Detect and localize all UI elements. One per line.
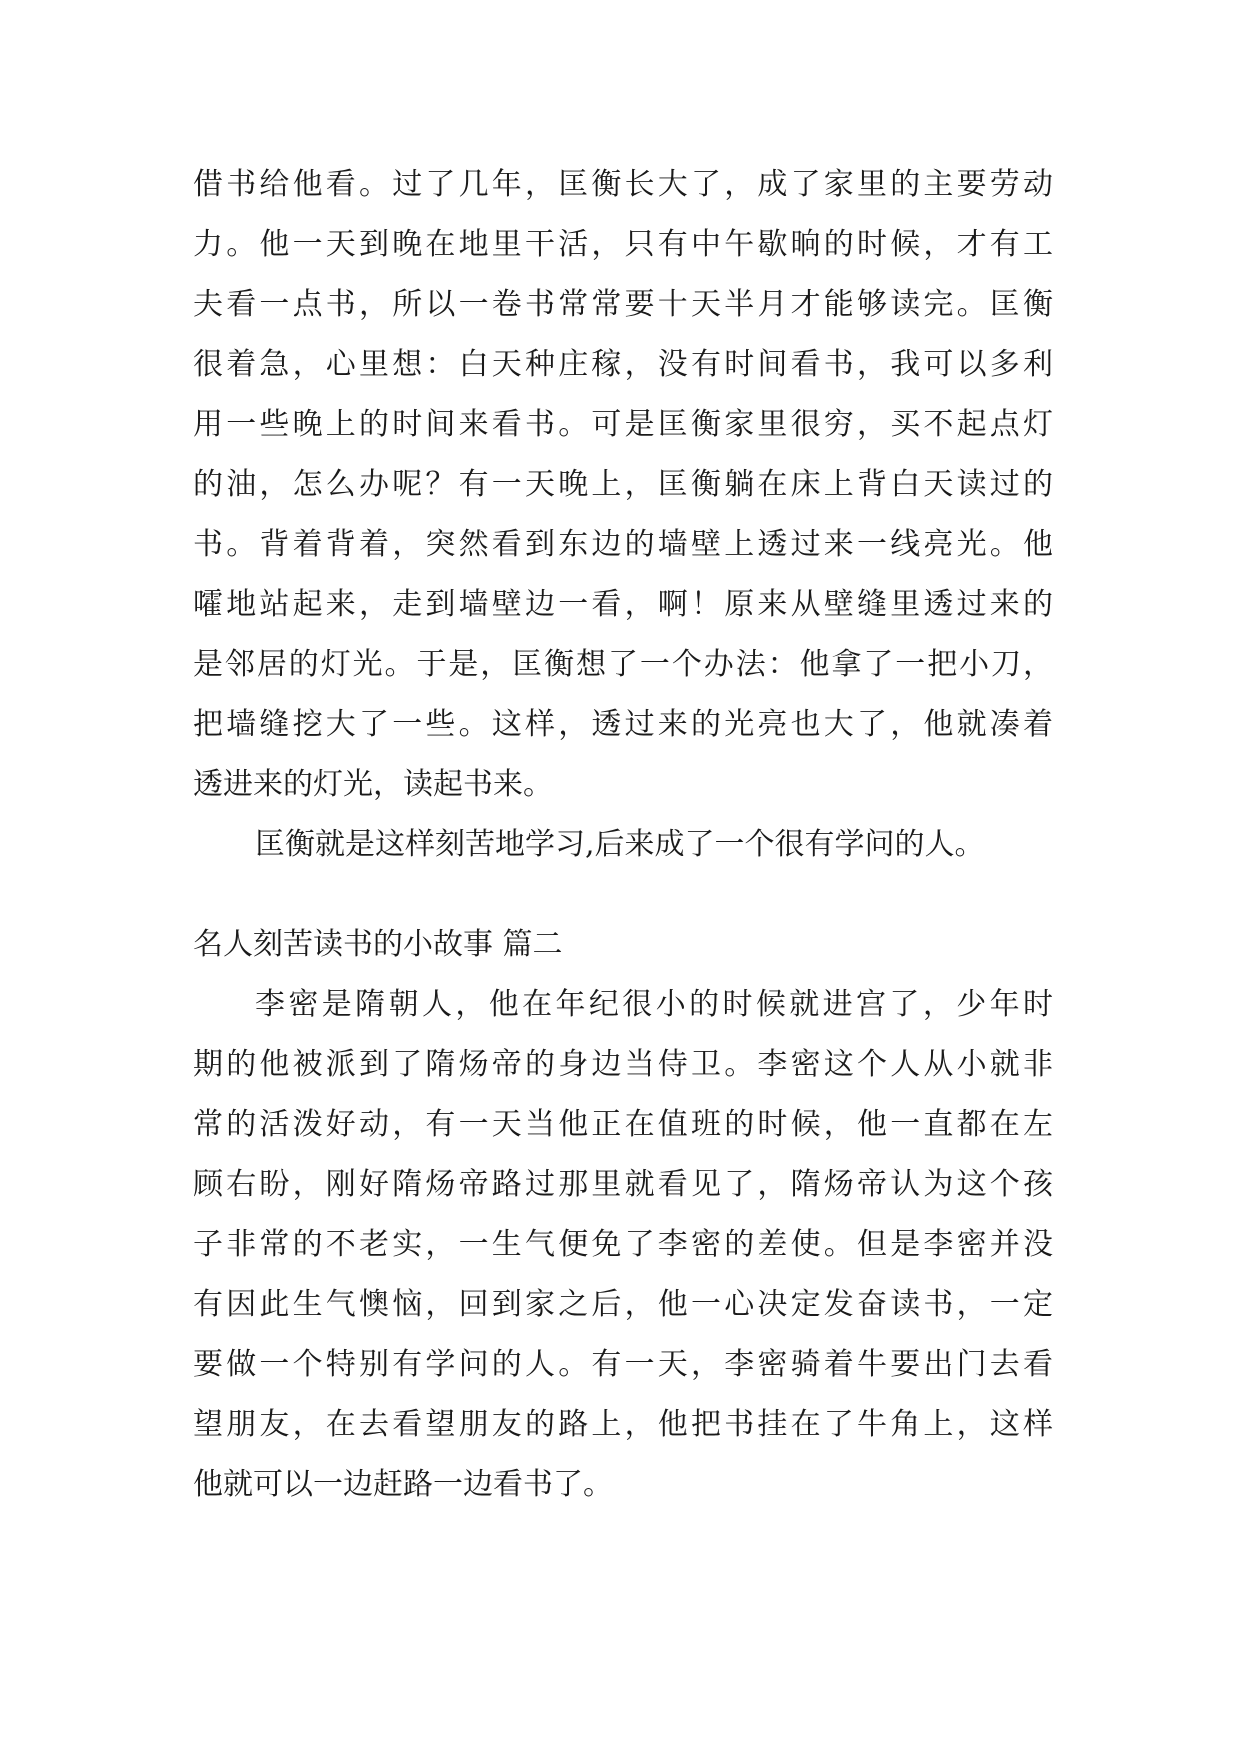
text-line: 夫看一点书，所以一卷书常常要十天半月才能够读完。匡衡 — [193, 287, 1053, 322]
text-line: 把墙缝挖大了一些。这样，透过来的光亮也大了，他就凑着 — [193, 707, 1053, 742]
text-line: 嚯地站起来，走到墙壁边一看，啊！原来从壁缝里透过来的 — [193, 587, 1053, 622]
text-line: 期的他被派到了隋炀帝的身边当侍卫。李密这个人从小就非 — [193, 1047, 1053, 1082]
text-line: 子非常的不老实，一生气便免了李密的差使。但是李密并没 — [193, 1227, 1053, 1262]
text-line: 常的活泼好动，有一天当他正在值班的时候，他一直都在左 — [193, 1107, 1053, 1142]
text-line: 很着急，心里想：白天种庄稼，没有时间看书，我可以多利 — [193, 347, 1053, 382]
text-line: 望朋友，在去看望朋友的路上，他把书挂在了牛角上，这样 — [193, 1407, 1053, 1442]
text-line: 是邻居的灯光。于是，匡衡想了一个办法：他拿了一把小刀， — [193, 647, 1053, 682]
text-line: 的油，怎么办呢？有一天晚上，匡衡躺在床上背白天读过的 — [193, 467, 1053, 502]
text-line: 他就可以一边赶路一边看书了。 — [193, 1467, 613, 1502]
text-line: 要做一个特别有学问的人。有一天，李密骑着牛要出门去看 — [193, 1347, 1053, 1382]
text-line: 顾右盼，刚好隋炀帝路过那里就看见了，隋炀帝认为这个孩 — [193, 1167, 1053, 1202]
text-line: 有因此生气懊恼，回到家之后，他一心决定发奋读书，一定 — [193, 1287, 1053, 1322]
section-heading: 名人刻苦读书的小故事 篇二 — [193, 927, 563, 962]
text-line: 力。他一天到晚在地里干活，只有中午歇晌的时候，才有工 — [193, 227, 1053, 262]
text-line: 透进来的灯光，读起书来。 — [193, 767, 553, 802]
story-1-paragraph-2: 匡衡就是这样刻苦地学习,后来成了一个很有学问的人。 — [255, 827, 985, 862]
text-line: 李密是隋朝人，他在年纪很小的时候就进宫了，少年时 — [255, 987, 1053, 1022]
text-line: 书。背着背着，突然看到东边的墙壁上透过来一线亮光。他 — [193, 527, 1053, 562]
text-line: 借书给他看。过了几年，匡衡长大了，成了家里的主要劳动 — [193, 167, 1053, 202]
text-line: 用一些晚上的时间来看书。可是匡衡家里很穷，买不起点灯 — [193, 407, 1053, 442]
